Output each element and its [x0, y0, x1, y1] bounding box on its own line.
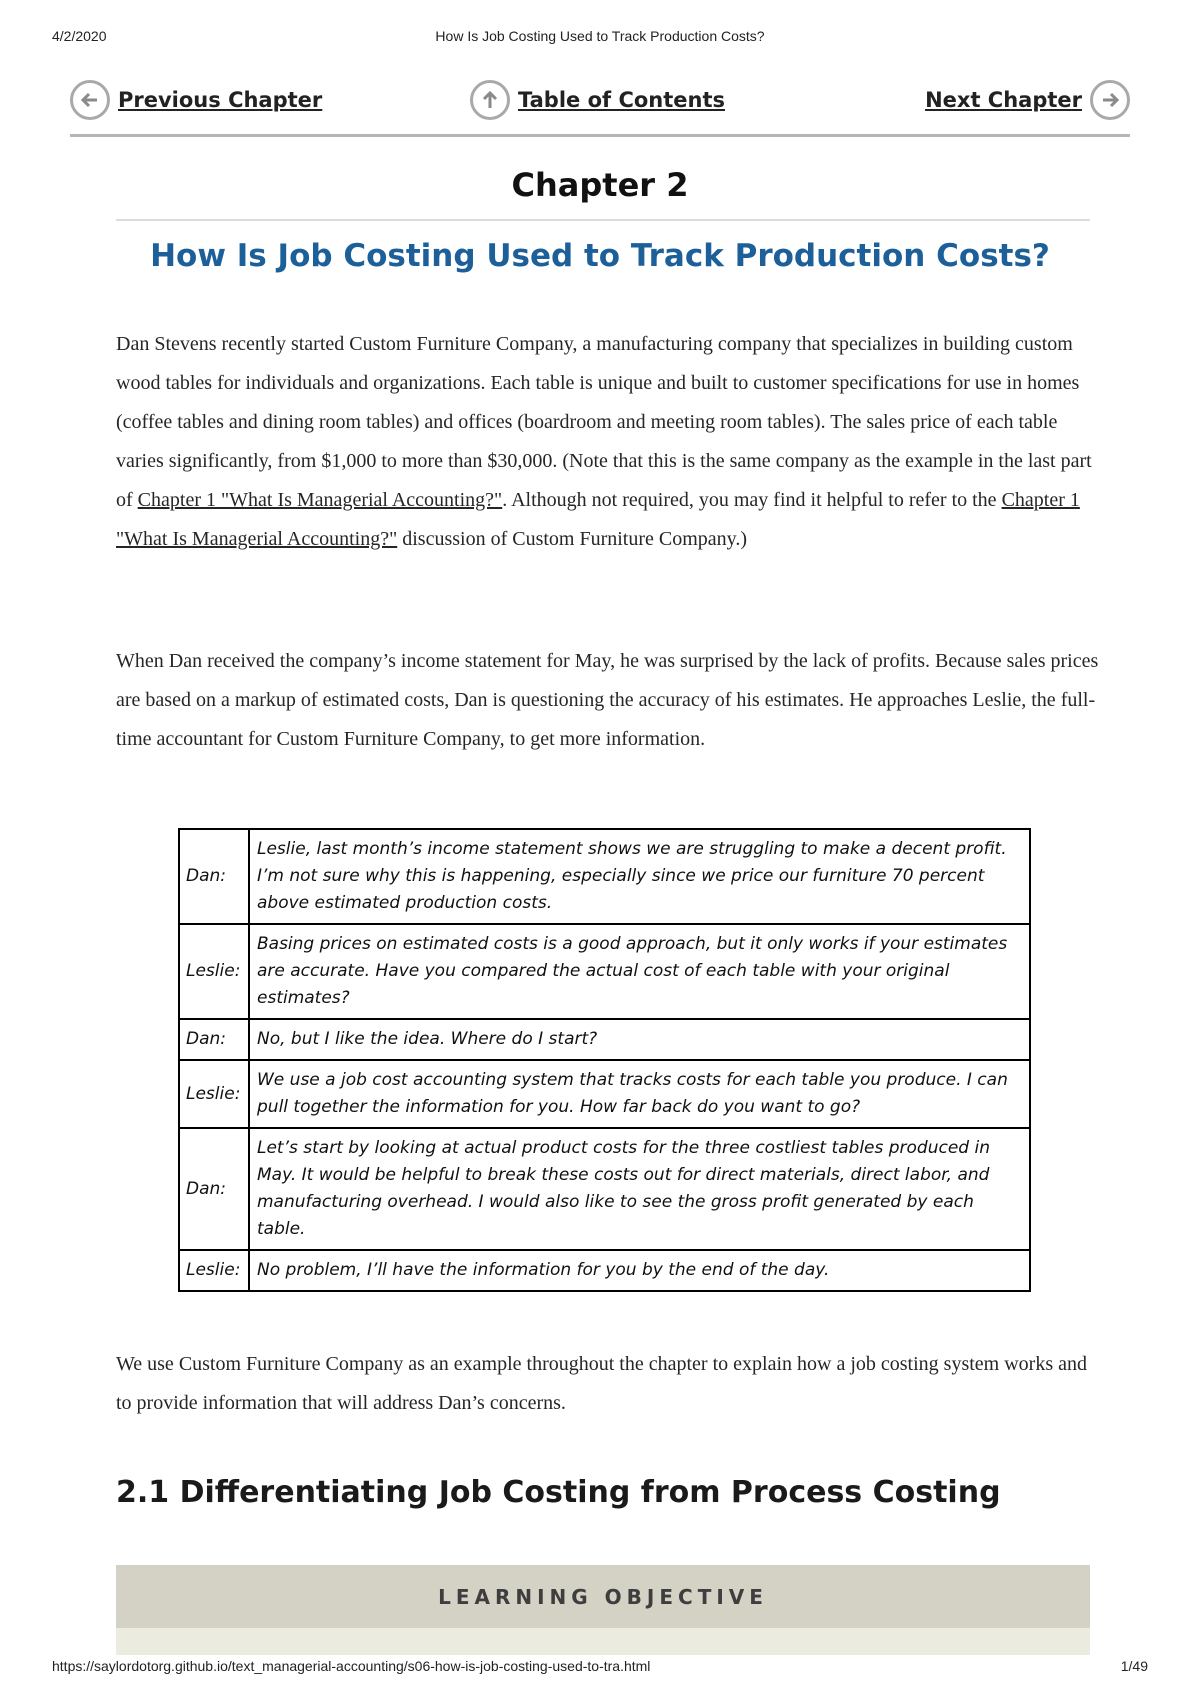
intro-text-start: Dan Stevens recently started Custom Furniture Company, a manufacturing company that specializes in building custom wood tables for individuals and organizations. Each table is unique and built to customer specifications for use in homes (coffee tables and dining room tables) and offices (boardroom and meeting room tables). The sales price of each table varies significantly, from $1,000 to more than $30,000. (Note that this is the same company as the example in the last part of: [116, 333, 1092, 511]
dialogue-row: [179, 924, 1030, 1019]
previous-chapter-label[interactable]: Previous Chapter: [118, 88, 323, 112]
chapter-1-link[interactable]: Chapter 1 "What Is Managerial Accounting?": [137, 489, 503, 511]
arrow-up-icon: [470, 80, 510, 120]
dialogue-speaker: Dan:: [179, 829, 249, 924]
dialogue-line: We use a job cost accounting system that tracks costs for each table you produce. I can pull together the information for you. How far back do you want to go?: [249, 1060, 1030, 1128]
dialogue-speaker: Dan:: [179, 1128, 249, 1250]
dialogue-line: Basing prices on estimated costs is a good approach, but it only works if your estimates are accurate. Have you compared the actual cost of each table with your original estimates?: [249, 924, 1030, 1019]
intro-text-end: discussion of Custom Furniture Company.): [397, 528, 748, 550]
dialogue-speaker: Leslie:: [179, 924, 249, 1019]
dialogue-speaker: Leslie:: [179, 1250, 249, 1291]
chapter-divider: [116, 219, 1090, 221]
print-url: https://saylordotorg.github.io/text_managerial-accounting/s06-how-is-job-costing-used-to-tra.html: [52, 1658, 651, 1674]
next-chapter-link[interactable]: [925, 80, 1130, 120]
table-of-contents-link[interactable]: [470, 80, 725, 120]
dialogue-table: [178, 828, 1031, 1292]
print-date: 4/2/2020: [52, 28, 107, 44]
print-footer: [0, 1658, 1200, 1678]
arrow-left-icon: [70, 80, 110, 120]
chapter-navigation: [70, 74, 1130, 137]
next-chapter-label[interactable]: Next Chapter: [925, 88, 1082, 112]
learning-objective-header: LEARNING OBJECTIVE: [116, 1565, 1090, 1628]
dialogue-speaker: Leslie:: [179, 1060, 249, 1128]
dialogue-row: [179, 829, 1030, 924]
chapter-1-link-2[interactable]: Chapter 1 "What Is Managerial Accounting?": [116, 489, 1080, 550]
dialogue-row: [179, 1019, 1030, 1060]
print-page-title: How Is Job Costing Used to Track Production Costs?: [435, 28, 765, 44]
dialogue-speaker: Dan:: [179, 1019, 249, 1060]
chapter-title: How Is Job Costing Used to Track Production Costs?: [150, 238, 1050, 274]
dialogue-line: No problem, I’ll have the information for you by the end of the day.: [249, 1250, 1030, 1291]
chapter-number: Chapter 2: [511, 166, 689, 204]
dialogue-row: [179, 1128, 1030, 1250]
dialogue-row: [179, 1060, 1030, 1128]
closing-paragraph: We use Custom Furniture Company as an example throughout the chapter to explain how a job costing system works and to provide information that will address Dan’s concerns.: [116, 1353, 1087, 1414]
print-page-number: 1/49: [1120, 1658, 1148, 1674]
intro-paragraph-2: When Dan received the company’s income statement for May, he was surprised by the lack of profits. Because sales prices are based on a markup of estimated costs, Dan is questioning the accuracy of his estimates. He approaches Leslie, the full-time accountant for Custom Furniture Company, to get more information.: [116, 650, 1099, 750]
print-header: [0, 28, 1200, 48]
table-of-contents-label[interactable]: Table of Contents: [518, 88, 726, 112]
section-heading: 2.1 Differentiating Job Costing from Process Costing: [116, 1475, 1001, 1510]
dialogue-line: No, but I like the idea. Where do I start?: [249, 1019, 1030, 1060]
dialogue-line: Leslie, last month’s income statement shows we are struggling to make a decent profit. I’m not sure why this is happening, especially since we price our furniture 70 percent above estimated production costs.: [249, 829, 1030, 924]
intro-paragraph-1: [116, 325, 1100, 559]
arrow-right-icon: [1090, 80, 1130, 120]
previous-chapter-link[interactable]: [70, 80, 322, 120]
dialogue-line: Let’s start by looking at actual product costs for the three costliest tables produced in May. It would be helpful to break these costs out for direct materials, direct labor, and manufacturing overhead. I would also like to see the gross profit generated by each table.: [249, 1128, 1030, 1250]
intro-text-middle: . Although not required, you may find it helpful to refer to the: [502, 489, 1002, 511]
dialogue-row: [179, 1250, 1030, 1291]
learning-objective-box: [116, 1565, 1090, 1655]
